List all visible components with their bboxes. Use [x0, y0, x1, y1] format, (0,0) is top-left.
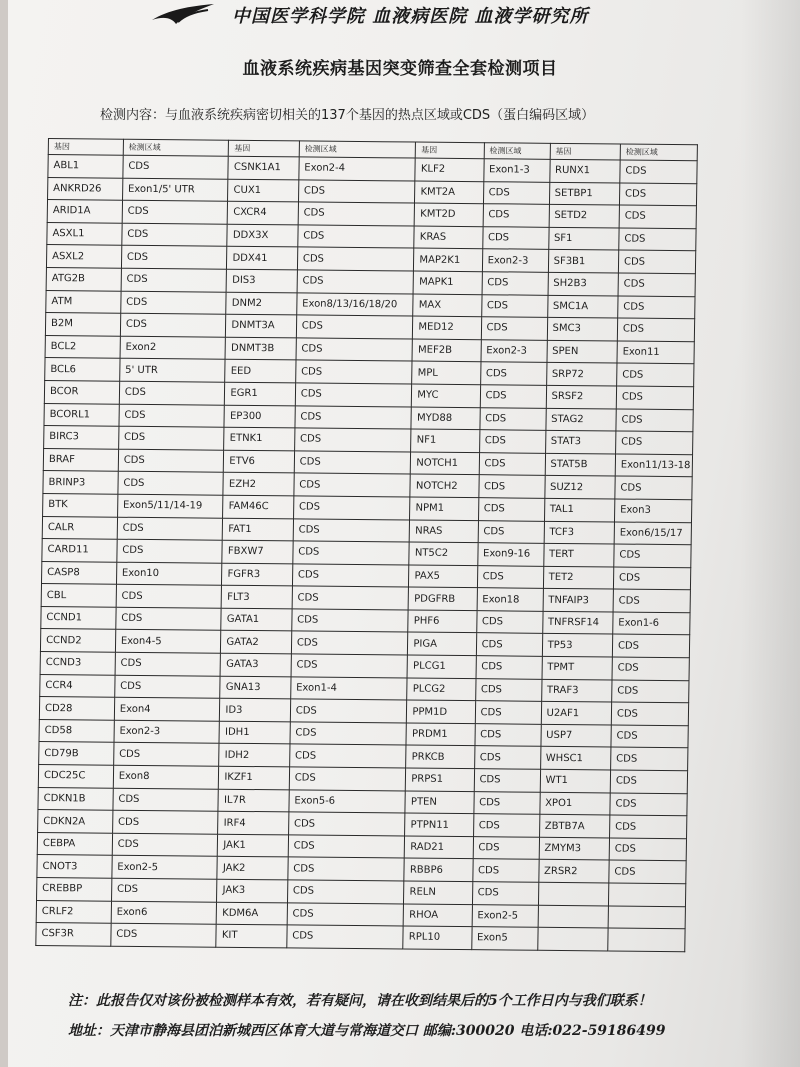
- region-cell: Exon11: [617, 341, 694, 364]
- column-header: 基因: [229, 140, 300, 157]
- region-cell: CDS: [475, 701, 541, 724]
- region-cell: Exon2-5: [112, 856, 218, 880]
- region-cell: CDS: [120, 313, 226, 337]
- gene-cell: PAX5: [409, 565, 478, 588]
- gene-cell: SRP72: [546, 363, 617, 386]
- region-cell: CDS: [293, 518, 410, 542]
- gene-cell: CREBBP: [37, 877, 112, 900]
- gene-cell: XPO1: [539, 792, 610, 815]
- gene-cell: ZBTB7A: [539, 815, 610, 838]
- region-cell: CDS: [289, 744, 406, 768]
- gene-cell: WHSC1: [540, 747, 611, 770]
- region-cell: CDS: [613, 567, 690, 590]
- gene-cell: KLF2: [415, 158, 484, 181]
- gene-cell: PPM1D: [407, 700, 476, 723]
- region-cell: CDS: [298, 225, 415, 249]
- region-cell: CDS: [117, 517, 223, 541]
- region-cell: CDS: [611, 702, 688, 725]
- gene-table: [35, 138, 698, 952]
- gene-cell: MAP2K1: [414, 248, 483, 271]
- region-cell: CDS: [113, 743, 219, 767]
- gene-cell: JAK1: [218, 834, 289, 857]
- gene-cell: CCND3: [40, 652, 115, 675]
- gene-cell: ATM: [46, 290, 121, 313]
- region-cell: Exon2-3: [481, 339, 547, 362]
- gene-cell: PHF6: [408, 610, 477, 633]
- region-cell: CDS: [475, 678, 541, 701]
- region-cell: CDS: [619, 228, 696, 251]
- gene-cell: USP7: [541, 724, 612, 747]
- gene-cell: FBXW7: [222, 540, 293, 563]
- region-cell: CDS: [618, 250, 695, 273]
- gene-cell: PLCG2: [407, 678, 476, 701]
- gene-cell: IL7R: [218, 789, 289, 812]
- gene-cell: PRDM1: [406, 723, 475, 746]
- gene-cell: RELN: [404, 881, 473, 904]
- gene-cell: CD79B: [39, 742, 114, 765]
- region-cell: Exon8: [113, 765, 219, 789]
- region-cell: CDS: [118, 472, 224, 496]
- gene-cell: CXCR4: [228, 201, 299, 224]
- region-cell: CDS: [478, 475, 544, 498]
- gene-cell: BCL2: [45, 335, 120, 358]
- region-cell: Exon6/15/17: [614, 521, 691, 544]
- column-header: 基因: [48, 139, 123, 156]
- gene-cell: CEBPA: [37, 832, 112, 855]
- letterhead: [150, 0, 710, 30]
- gene-cell: MAPK1: [413, 271, 482, 294]
- region-cell: CDS: [618, 273, 695, 296]
- gene-cell: KMT2A: [415, 181, 484, 204]
- gene-cell: CBL: [41, 584, 116, 607]
- region-cell: CDS: [614, 544, 691, 567]
- region-cell: CDS: [479, 430, 545, 453]
- gene-cell: PRKCB: [406, 745, 475, 768]
- gene-cell: ATG2B: [46, 267, 121, 290]
- gene-cell: EGR1: [225, 382, 296, 405]
- region-cell: Exon1-3: [483, 159, 549, 182]
- gene-cell: RHOA: [404, 904, 473, 927]
- gene-cell: CD58: [39, 719, 114, 742]
- gene-cell: TAL1: [544, 498, 615, 521]
- gene-cell: JAK2: [217, 857, 288, 880]
- region-cell: CDS: [297, 270, 414, 294]
- region-cell: Exon2-3: [482, 249, 548, 272]
- gene-cell: CARD11: [42, 539, 117, 562]
- gene-cell: CNOT3: [37, 855, 112, 878]
- region-cell: CDS: [480, 362, 546, 385]
- gene-cell: PTEN: [405, 791, 474, 814]
- gene-cell: TET2: [543, 566, 614, 589]
- region-cell: CDS: [117, 539, 223, 563]
- region-cell: Exon18: [477, 588, 543, 611]
- region-cell: CDS: [295, 383, 412, 407]
- region-cell: CDS: [292, 609, 409, 633]
- region-cell: Exon5-6: [289, 790, 406, 814]
- gene-cell: RUNX1: [549, 159, 620, 182]
- region-cell: CDS: [478, 498, 544, 521]
- region-cell: CDS: [121, 246, 227, 270]
- gene-cell: TPMT: [542, 656, 613, 679]
- gene-cell: SETD2: [549, 205, 620, 228]
- gene-cell: JAK3: [217, 879, 288, 902]
- gene-cell: ANKRD26: [48, 177, 123, 200]
- region-cell: CDS: [619, 205, 696, 228]
- region-cell: CDS: [118, 426, 224, 450]
- region-cell: [608, 883, 685, 906]
- gene-cell: TRAF3: [541, 679, 612, 702]
- address-line: 地址：天津市静海县团泊新城西区体育大道与常海道交口 邮编:300020 电话:022-59186499: [68, 1023, 666, 1039]
- page-shadow: [740, 0, 800, 1067]
- gene-cell: SMC3: [547, 317, 618, 340]
- gene-cell: PRPS1: [406, 768, 475, 791]
- region-cell: CDS: [287, 925, 404, 949]
- region-cell: CDS: [482, 272, 548, 295]
- region-cell: CDS: [609, 815, 686, 838]
- gene-cell: KMT2D: [415, 203, 484, 226]
- region-cell: CDS: [295, 360, 412, 384]
- gene-cell: DIS3: [226, 269, 297, 292]
- region-cell: CDS: [290, 699, 407, 723]
- region-cell: CDS: [480, 385, 546, 408]
- gene-cell: TCF3: [544, 521, 615, 544]
- gene-cell: FGFR3: [222, 563, 293, 586]
- region-cell: CDS: [116, 584, 222, 608]
- gene-cell: ETV6: [224, 450, 295, 473]
- region-cell: CDS: [115, 652, 221, 676]
- gene-cell: NOTCH1: [411, 452, 480, 475]
- region-cell: CDS: [115, 675, 221, 699]
- region-cell: CDS: [292, 564, 409, 588]
- region-cell: CDS: [472, 859, 538, 882]
- region-cell: CDS: [616, 431, 693, 454]
- gene-cell: ASXL2: [46, 245, 121, 268]
- region-cell: CDS: [116, 607, 222, 631]
- table-body: [36, 155, 697, 952]
- region-cell: Exon11/13-18: [615, 454, 692, 477]
- region-cell: CDS: [610, 770, 687, 793]
- region-cell: CDS: [481, 294, 547, 317]
- region-cell: CDS: [479, 452, 545, 475]
- gene-cell: TNFRSF14: [542, 611, 613, 634]
- gene-cell: ABL1: [48, 155, 123, 178]
- gene-cell: NT5C2: [409, 542, 478, 565]
- gene-cell: PLCG1: [407, 655, 476, 678]
- gene-cell: MAX: [413, 294, 482, 317]
- institution-name: 中国医学科学院 血液病医院 血液学研究所: [232, 6, 589, 27]
- gene-cell: BCL6: [45, 358, 120, 381]
- gene-cell: GNA13: [220, 676, 291, 699]
- gene-cell: DNM2: [226, 292, 297, 315]
- logo-swoosh-icon: [150, 2, 218, 28]
- region-cell: CDS: [292, 586, 409, 610]
- region-cell: CDS: [290, 722, 407, 746]
- gene-cell: DNMT3B: [225, 337, 296, 360]
- gene-cell: IRF4: [218, 811, 289, 834]
- gene-cell: CRLF2: [36, 900, 111, 923]
- gene-cell: NOTCH2: [410, 474, 479, 497]
- gene-cell: ZRSR2: [538, 860, 609, 883]
- gene-cell: MPL: [412, 361, 481, 384]
- region-cell: CDS: [293, 541, 410, 565]
- gene-cell: GATA3: [220, 653, 291, 676]
- gene-cell: CDKN1B: [38, 787, 113, 810]
- region-cell: [608, 906, 685, 929]
- gene-cell: BTK: [43, 493, 118, 516]
- region-cell: CDS: [610, 793, 687, 816]
- region-cell: Exon2-3: [114, 720, 220, 744]
- region-cell: CDS: [111, 878, 217, 902]
- gene-cell: KIT: [216, 924, 287, 947]
- column-header: 基因: [550, 143, 621, 160]
- region-cell: CDS: [483, 181, 549, 204]
- gene-cell: EZH2: [223, 473, 294, 496]
- region-cell: CDS: [123, 155, 229, 179]
- region-cell: CDS: [609, 860, 686, 883]
- region-cell: CDS: [474, 769, 540, 792]
- gene-cell: CD28: [39, 697, 114, 720]
- gene-cell: RBBP6: [404, 858, 473, 881]
- region-cell: CDS: [612, 657, 689, 680]
- gene-cell: IDH2: [219, 744, 290, 767]
- region-cell: CDS: [473, 791, 539, 814]
- gene-cell: CASP8: [41, 561, 116, 584]
- gene-cell: STAG2: [545, 408, 616, 431]
- region-cell: CDS: [473, 836, 539, 859]
- disclaimer-note: 注：此报告仅对该份被检测样本有效，若有疑问，请在收到结果后的5个工作日内与我们联系！: [68, 993, 652, 1009]
- region-cell: CDS: [296, 315, 413, 339]
- gene-cell: SUZ12: [544, 476, 615, 499]
- gene-cell: CCND1: [41, 606, 116, 629]
- gene-cell: BIRC3: [44, 426, 119, 449]
- gene-cell: BCORL1: [44, 403, 119, 426]
- region-cell: CDS: [612, 634, 689, 657]
- region-cell: Exon2-4: [299, 157, 416, 181]
- region-cell: CDS: [295, 405, 412, 429]
- gene-cell: MEF2B: [412, 339, 481, 362]
- gene-cell: PIGA: [408, 632, 477, 655]
- region-cell: CDS: [119, 404, 225, 428]
- region-cell: CDS: [474, 746, 540, 769]
- region-cell: CDS: [122, 223, 228, 247]
- gene-cell: ETNK1: [224, 427, 295, 450]
- region-cell: CDS: [291, 654, 408, 678]
- region-cell: 5' UTR: [119, 359, 225, 383]
- column-header: 检测区域: [123, 139, 229, 156]
- gene-cell: GATA1: [221, 608, 292, 631]
- region-cell: CDS: [481, 317, 547, 340]
- region-cell: CDS: [122, 200, 228, 224]
- region-cell: CDS: [476, 611, 542, 634]
- gene-cell: MYC: [412, 384, 481, 407]
- gene-cell: CALR: [42, 516, 117, 539]
- region-cell: CDS: [476, 633, 542, 656]
- region-cell: Exon4: [114, 697, 220, 721]
- region-cell: CDS: [476, 656, 542, 679]
- column-header: 检测区域: [620, 144, 697, 161]
- region-cell: CDS: [112, 810, 218, 834]
- region-cell: Exon3: [614, 499, 691, 522]
- region-cell: CDS: [478, 520, 544, 543]
- region-cell: CDS: [616, 386, 693, 409]
- region-cell: Exon1/5' UTR: [122, 178, 228, 202]
- region-cell: CDS: [609, 838, 686, 861]
- region-cell: CDS: [121, 268, 227, 292]
- gene-cell: PDGFRB: [408, 587, 477, 610]
- region-cell: CDS: [618, 296, 695, 319]
- gene-cell: CCR4: [40, 674, 115, 697]
- gene-cell: STAT3: [545, 430, 616, 453]
- column-header: 检测区域: [299, 141, 416, 158]
- gene-cell: EP300: [224, 405, 295, 428]
- gene-cell: MYD88: [411, 407, 480, 430]
- gene-table-wrapper: [35, 138, 698, 948]
- region-cell: CDS: [298, 180, 415, 204]
- gene-cell: ZMYM3: [539, 837, 610, 860]
- region-cell: CDS: [477, 565, 543, 588]
- region-cell: CDS: [288, 812, 405, 836]
- gene-cell: NRAS: [410, 520, 479, 543]
- region-cell: CDS: [287, 902, 404, 926]
- region-cell: Exon1-6: [613, 612, 690, 635]
- region-cell: CDS: [296, 338, 413, 362]
- gene-cell: CSNK1A1: [228, 156, 299, 179]
- region-cell: CDS: [482, 226, 548, 249]
- region-cell: CDS: [121, 291, 227, 315]
- gene-cell: ID3: [220, 698, 291, 721]
- region-cell: CDS: [294, 473, 411, 497]
- gene-cell: B2M: [45, 313, 120, 336]
- gene-cell: ASXL1: [47, 222, 122, 245]
- gene-cell: KRAS: [414, 226, 483, 249]
- region-cell: CDS: [298, 202, 415, 226]
- region-cell: CDS: [473, 814, 539, 837]
- gene-cell: FAT1: [223, 518, 294, 541]
- region-cell: CDS: [294, 451, 411, 475]
- region-cell: CDS: [611, 725, 688, 748]
- gene-cell: MED12: [413, 316, 482, 339]
- region-cell: CDS: [483, 204, 549, 227]
- region-cell: Exon1-4: [290, 677, 407, 701]
- gene-cell: [538, 882, 609, 905]
- gene-cell: SF1: [548, 227, 619, 250]
- region-cell: CDS: [620, 160, 697, 183]
- gene-cell: RAD21: [405, 836, 474, 859]
- region-cell: CDS: [616, 409, 693, 432]
- page-title: 血液系统疾病基因突变筛查全套检测项目: [242, 59, 558, 79]
- gene-cell: CSF3R: [36, 923, 111, 946]
- gene-cell: DDX41: [227, 247, 298, 270]
- region-cell: Exon2-5: [472, 904, 538, 927]
- region-cell: CDS: [617, 363, 694, 386]
- region-cell: Exon5: [471, 927, 537, 950]
- column-header: 检测区域: [484, 143, 550, 160]
- gene-cell: WT1: [540, 769, 611, 792]
- region-cell: Exon10: [116, 562, 222, 586]
- region-cell: CDS: [294, 428, 411, 452]
- region-cell: CDS: [288, 857, 405, 881]
- region-cell: CDS: [612, 680, 689, 703]
- region-cell: CDS: [289, 767, 406, 791]
- gene-cell: SRSF2: [546, 385, 617, 408]
- region-cell: Exon8/13/16/18/20: [297, 292, 414, 316]
- gene-cell: CDC25C: [38, 765, 113, 788]
- region-cell: CDS: [288, 835, 405, 859]
- region-cell: CDS: [113, 788, 219, 812]
- region-cell: CDS: [287, 880, 404, 904]
- region-cell: CDS: [112, 833, 218, 857]
- gene-cell: DNMT3A: [226, 314, 297, 337]
- region-cell: CDS: [472, 882, 538, 905]
- gene-cell: CUX1: [228, 179, 299, 202]
- gene-cell: TP53: [542, 634, 613, 657]
- gene-cell: IKZF1: [219, 766, 290, 789]
- region-cell: CDS: [118, 449, 224, 473]
- gene-cell: STAT5B: [545, 453, 616, 476]
- gene-cell: BRINP3: [43, 471, 118, 494]
- region-cell: Exon6: [111, 901, 217, 925]
- region-cell: CDS: [611, 747, 688, 770]
- gene-cell: IDH1: [219, 721, 290, 744]
- gene-cell: PTPN11: [405, 813, 474, 836]
- region-cell: CDS: [615, 476, 692, 499]
- gene-cell: FLT3: [222, 586, 293, 609]
- gene-cell: [537, 927, 608, 950]
- gene-cell: GATA2: [221, 631, 292, 654]
- gene-cell: CDKN2A: [38, 810, 113, 833]
- gene-cell: SF3B1: [548, 250, 619, 273]
- region-cell: CDS: [291, 631, 408, 655]
- gene-cell: DDX3X: [227, 224, 298, 247]
- gene-cell: SETBP1: [549, 182, 620, 205]
- gene-cell: NF1: [411, 429, 480, 452]
- gene-cell: KDM6A: [217, 902, 288, 925]
- gene-cell: SMC1A: [547, 295, 618, 318]
- region-cell: Exon2: [120, 336, 226, 360]
- region-cell: CDS: [619, 183, 696, 206]
- gene-cell: [538, 905, 609, 928]
- gene-cell: TERT: [543, 543, 614, 566]
- gene-cell: CCND2: [40, 629, 115, 652]
- region-cell: Exon9-16: [477, 543, 543, 566]
- region-cell: CDS: [119, 381, 225, 405]
- gene-cell: FAM46C: [223, 495, 294, 518]
- gene-cell: NPM1: [410, 497, 479, 520]
- gene-cell: SPEN: [547, 340, 618, 363]
- region-cell: Exon5/11/14-19: [117, 494, 223, 518]
- gene-cell: U2AF1: [541, 702, 612, 725]
- gene-cell: SH2B3: [548, 272, 619, 295]
- gene-cell: TNFAIP3: [543, 589, 614, 612]
- region-cell: CDS: [293, 496, 410, 520]
- region-cell: [608, 928, 685, 951]
- region-cell: CDS: [613, 589, 690, 612]
- region-cell: CDS: [475, 724, 541, 747]
- detection-scope: 检测内容：与血液系统疾病密切相关的137个基因的热点区域或CDS（蛋白编码区域）: [100, 108, 595, 123]
- gene-cell: BRAF: [43, 448, 118, 471]
- gene-cell: ARID1A: [47, 200, 122, 223]
- column-header: 基因: [416, 142, 484, 159]
- region-cell: Exon4-5: [115, 630, 221, 654]
- gene-cell: RPL10: [403, 926, 472, 949]
- region-cell: CDS: [479, 407, 545, 430]
- gene-cell: BCOR: [44, 380, 119, 403]
- gene-cell: EED: [225, 360, 296, 383]
- region-cell: CDS: [111, 923, 217, 947]
- region-cell: CDS: [617, 318, 694, 341]
- region-cell: CDS: [297, 247, 414, 271]
